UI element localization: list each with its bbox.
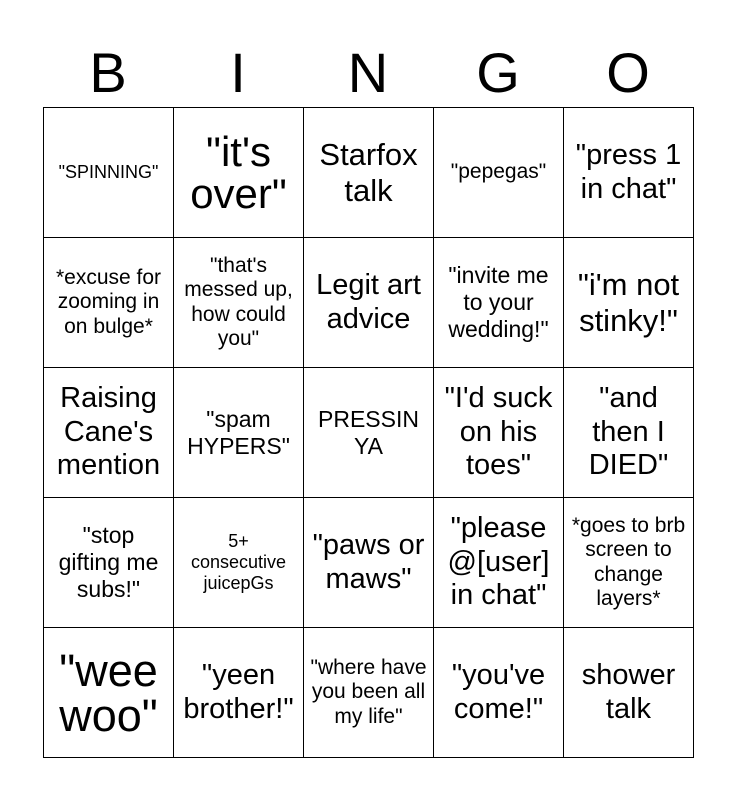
bingo-cell[interactable] [434, 368, 564, 498]
header-letter-g: G [476, 41, 520, 104]
bingo-cell[interactable] [44, 238, 174, 368]
bingo-board [43, 107, 694, 758]
bingo-cell[interactable] [174, 498, 304, 628]
bingo-cell-text: *goes to brb screen to change layers* [571, 513, 686, 610]
bingo-cell-text: 5+ consecutive juicepGs [190, 531, 287, 593]
bingo-cell-text: "please @[user] in chat" [447, 512, 550, 612]
bingo-cell[interactable] [174, 368, 304, 498]
bingo-cell-text: "where have you been all my life" [310, 655, 427, 728]
bingo-cell[interactable] [304, 628, 434, 758]
bingo-cell[interactable] [44, 498, 174, 628]
bingo-cell[interactable] [564, 238, 694, 368]
bingo-cell[interactable] [44, 628, 174, 758]
bingo-cell-text: "wee woo" [59, 644, 158, 741]
bingo-header [43, 40, 693, 106]
bingo-cell-text: "it's over" [190, 127, 287, 217]
bingo-cell[interactable] [434, 628, 564, 758]
bingo-cell[interactable] [564, 498, 694, 628]
bingo-cell-text: "you've come!" [451, 658, 546, 725]
bingo-cell[interactable] [44, 108, 174, 238]
bingo-cell-text: PRESSIN YA [318, 405, 419, 459]
bingo-cell-text: "press 1 in chat" [575, 138, 682, 205]
bingo-cell-text: Raising Cane's mention [56, 382, 161, 482]
bingo-cell[interactable] [304, 368, 434, 498]
header-letter-n: N [347, 41, 389, 104]
bingo-cell[interactable] [434, 238, 564, 368]
header-letter-i: I [230, 41, 246, 104]
bingo-cell-text: "spam HYPERS" [187, 405, 290, 459]
header-letter-o: O [606, 41, 650, 104]
bingo-cell[interactable] [304, 498, 434, 628]
bingo-cell-text: "stop gifting me subs!" [58, 522, 159, 602]
bingo-cell[interactable] [564, 368, 694, 498]
bingo-cell[interactable] [174, 238, 304, 368]
bingo-cell[interactable] [304, 238, 434, 368]
bingo-cell[interactable] [304, 108, 434, 238]
bingo-cell[interactable] [174, 628, 304, 758]
bingo-cell[interactable] [44, 368, 174, 498]
bingo-cell-text: "that's messed up, how could you" [184, 253, 293, 350]
bingo-cell-text: *excuse for zooming in on bulge* [55, 265, 162, 338]
bingo-cell-text: "yeen brother!" [183, 658, 294, 725]
bingo-cell-text: "paws or maws" [312, 528, 425, 595]
bingo-cell-text: "SPINNING" [58, 162, 159, 183]
bingo-cell-text: "invite me to your wedding!" [448, 262, 549, 342]
bingo-cell-text: "i'm not stinky!" [577, 266, 680, 338]
bingo-cell[interactable] [434, 108, 564, 238]
bingo-cell[interactable] [174, 108, 304, 238]
header-letter-b: B [89, 41, 127, 104]
bingo-cell-text: "I'd suck on his toes" [444, 382, 553, 482]
bingo-cell-text: "pepegas" [450, 160, 547, 184]
bingo-cell[interactable] [564, 628, 694, 758]
bingo-cell-text: Starfox talk [319, 136, 418, 208]
bingo-cell[interactable] [564, 108, 694, 238]
bingo-cell-text: "and then I DIED" [588, 382, 669, 482]
bingo-cell[interactable] [434, 498, 564, 628]
bingo-cell-text: shower talk [581, 658, 676, 725]
bingo-cell-text: Legit art advice [316, 268, 421, 335]
